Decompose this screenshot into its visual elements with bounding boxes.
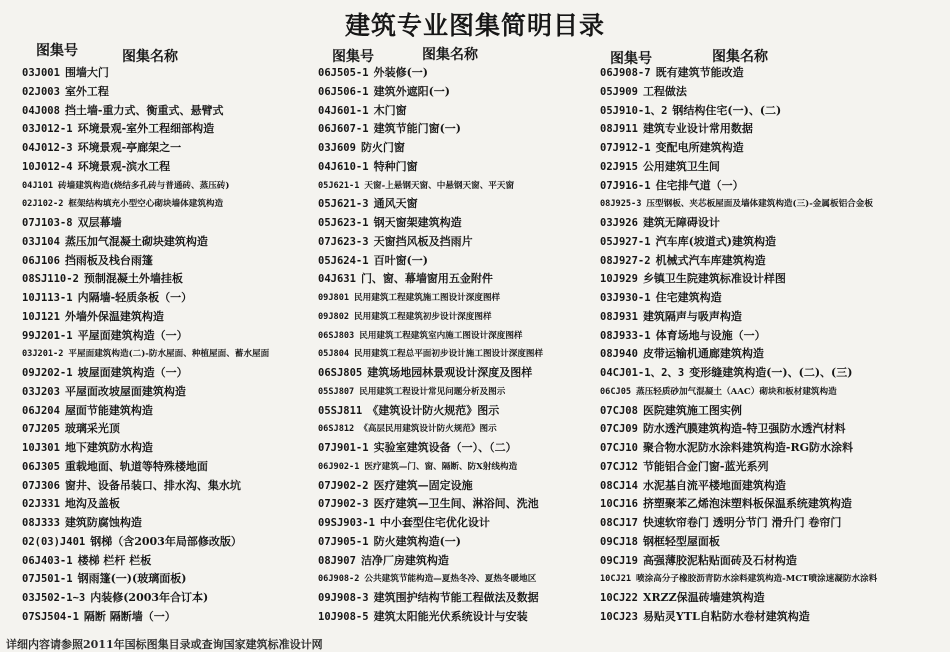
catalog-row <box>22 533 312 552</box>
atlas-code: 08CJ14 <box>600 479 638 492</box>
catalog-row <box>318 308 594 327</box>
atlas-code: 10J908-5 <box>318 610 369 623</box>
catalog-row <box>318 158 594 177</box>
atlas-name: XRZZ保温砖墙建筑构造 <box>642 591 765 604</box>
catalog-row <box>318 64 594 83</box>
atlas-code: 10J301 <box>22 442 60 454</box>
atlas-code: 09CJ18 <box>600 535 638 548</box>
header-name-label: 图集名称 <box>122 49 178 65</box>
catalog-row <box>22 327 312 346</box>
catalog-row <box>318 83 594 102</box>
catalog-row <box>600 570 940 589</box>
catalog-row <box>318 177 594 196</box>
catalog-row <box>22 308 312 327</box>
atlas-name: 变形缝建筑构造(一)、(二)、(三) <box>689 366 853 379</box>
catalog-row <box>318 383 594 402</box>
atlas-name: 体育场地与设施（一） <box>655 328 766 342</box>
atlas-code: 06SJ812 <box>318 424 355 435</box>
atlas-name: 建筑场地园林景观设计深度及图样 <box>367 366 533 379</box>
atlas-code: 08J940 <box>600 348 638 361</box>
header-code-label: 图集号 <box>332 49 374 65</box>
atlas-code: 03J203 <box>22 385 60 398</box>
catalog-list <box>22 64 312 627</box>
atlas-code: 04J101 <box>22 180 54 191</box>
atlas-name: 汽车库(坡道式)建筑构造 <box>655 234 776 248</box>
atlas-name: 天窗-上悬钢天窗、中悬钢天窗、平天窗 <box>364 180 515 191</box>
atlas-code: 05J621-1 <box>318 180 360 191</box>
atlas-code: 10CJ22 <box>600 592 638 604</box>
catalog-row <box>600 139 940 158</box>
atlas-code: 03J930-1 <box>600 292 651 304</box>
atlas-code: 10J929 <box>600 273 638 286</box>
catalog-row <box>22 233 312 252</box>
atlas-code: 07CJ09 <box>600 423 638 436</box>
catalog-row <box>22 270 312 289</box>
header-name-label: 图集名称 <box>712 49 768 65</box>
header-code-label: 图集号 <box>36 43 78 59</box>
catalog-row <box>318 402 594 421</box>
catalog-row <box>600 383 940 402</box>
atlas-name: 围墙大门 <box>64 66 109 79</box>
atlas-code: 06J607-1 <box>318 123 369 136</box>
atlas-name: 平屋面建筑构造(二)-防水屋面、种植屋面、蓄水屋面 <box>68 349 270 360</box>
atlas-code: 04J610-1 <box>318 160 369 173</box>
atlas-name: 平屋面改坡屋面建筑构造 <box>64 384 186 398</box>
catalog-row <box>600 345 940 364</box>
atlas-name: 民用建筑工程总平面初步设计施工图设计深度图样 <box>354 349 544 360</box>
atlas-code: 08J925-3 <box>600 199 642 210</box>
atlas-name: 洁净厂房建筑构造 <box>360 553 449 567</box>
atlas-code: 07J205 <box>22 423 60 436</box>
atlas-code: 10CJ16 <box>600 498 638 511</box>
atlas-name: 环境景观-室外工程细部构造 <box>77 122 215 136</box>
atlas-code: 03J012-1 <box>22 123 73 136</box>
catalog-row <box>600 195 940 214</box>
atlas-name: 防火建筑构造(一) <box>373 534 461 548</box>
atlas-name: 医疗建筑—卫生间、淋浴间、洗池 <box>373 497 539 511</box>
atlas-name: 蒸压轻质砂加气混凝土（AAC）砌块和板材建筑构造 <box>636 386 837 397</box>
catalog-row <box>22 477 312 496</box>
catalog-row <box>22 458 312 477</box>
catalog-row <box>318 477 594 496</box>
atlas-name: 水泥基自流平楼地面建筑构造 <box>642 478 786 492</box>
catalog-row <box>600 158 940 177</box>
catalog-row <box>600 514 940 533</box>
atlas-code: 07J902-2 <box>318 479 369 492</box>
atlas-name: 玻璃采光顶 <box>64 422 120 436</box>
header-name-label: 图集名称 <box>422 47 478 63</box>
catalog-row <box>600 608 940 627</box>
atlas-code: 03J609 <box>318 142 356 154</box>
atlas-code: 08J927-2 <box>600 254 651 267</box>
atlas-code: 02J331 <box>22 498 60 511</box>
catalog-row <box>600 477 940 496</box>
catalog-row <box>22 345 312 364</box>
atlas-name: 建筑无障碍设计 <box>642 216 720 229</box>
catalog-row <box>318 514 594 533</box>
catalog-row <box>22 495 312 514</box>
atlas-code: 03J502-1~3 <box>22 592 86 604</box>
atlas-name: 建筑隔声与吸声构造 <box>642 309 742 323</box>
atlas-code: 09J202-1 <box>22 367 73 379</box>
atlas-name: 住宅排气道（一） <box>655 178 744 192</box>
atlas-code: 05J624-1 <box>318 254 369 267</box>
atlas-code: 08J933-1 <box>600 329 651 342</box>
atlas-name: 《建筑设计防火规范》图示 <box>367 403 500 417</box>
atlas-name: 高强薄胶泥粘贴面砖及石材构造 <box>642 553 797 567</box>
atlas-name: 钢天窗架建筑构造 <box>373 216 462 229</box>
atlas-name: 门、窗、幕墙窗用五金附件 <box>360 272 493 286</box>
footnote: 详细内容请参照2011年国标图集目录或查询国家建筑标准设计网 <box>6 638 323 651</box>
atlas-name: 建筑专业设计常用数据 <box>642 122 753 136</box>
atlas-code: 02J003 <box>22 85 60 98</box>
atlas-code: 06J908-2 <box>318 574 360 585</box>
catalog-row <box>600 533 940 552</box>
atlas-code: 07J623-3 <box>318 235 369 248</box>
atlas-code: 07J905-1 <box>318 535 369 548</box>
atlas-name: 聚合物水泥防水涂料建筑构造-RG防水涂料 <box>642 441 854 454</box>
catalog-row <box>600 214 940 233</box>
atlas-code: 05J804 <box>318 349 350 360</box>
atlas-name: 公用建筑卫生间 <box>642 159 720 173</box>
atlas-code: 06J305 <box>22 460 60 473</box>
catalog-row <box>22 158 312 177</box>
atlas-code: 06J506-1 <box>318 85 369 98</box>
catalog-row <box>600 177 940 196</box>
atlas-code: 10J113-1 <box>22 292 73 304</box>
atlas-code: 05SJ811 <box>318 404 363 417</box>
atlas-code: 10CJ21 <box>600 574 632 585</box>
catalog-column-1 <box>22 42 312 627</box>
catalog-row <box>318 252 594 271</box>
atlas-code: 04J012-3 <box>22 142 73 154</box>
catalog-row <box>318 420 594 439</box>
atlas-name: 外墙外保温建筑构造 <box>64 309 164 323</box>
atlas-code: 02J915 <box>600 160 638 173</box>
catalog-row <box>318 214 594 233</box>
catalog-row <box>318 139 594 158</box>
atlas-name: 钢框轻型屋面板 <box>642 534 720 548</box>
catalog-row <box>600 120 940 139</box>
catalog-row <box>600 589 940 608</box>
catalog-row <box>22 83 312 102</box>
atlas-name: 框架结构填充小型空心砌块墙体建筑构造 <box>68 199 224 210</box>
catalog-row <box>318 270 594 289</box>
atlas-code: 07SJ504-1 <box>22 610 79 623</box>
atlas-code: 08J931 <box>600 310 638 323</box>
atlas-code: 09CJ19 <box>600 554 638 567</box>
catalog-row <box>22 383 312 402</box>
atlas-code: 10J012-4 <box>22 160 73 173</box>
catalog-list <box>600 64 940 627</box>
atlas-code: 05J910-1、2 <box>600 104 668 117</box>
atlas-code: 03J201-2 <box>22 349 64 360</box>
catalog-row <box>600 252 940 271</box>
atlas-name: 变配电所建筑构造 <box>655 141 744 154</box>
catalog-list <box>318 64 594 627</box>
atlas-name: 内装修(2003年合订本) <box>90 591 209 604</box>
atlas-name: 钢雨篷(一)(玻璃面板) <box>77 572 187 586</box>
atlas-name: 中小套型住宅优化设计 <box>379 516 490 529</box>
catalog-row <box>22 120 312 139</box>
catalog-row <box>22 439 312 458</box>
atlas-code: 08SJ110-2 <box>22 273 79 286</box>
atlas-code: 06J403-1 <box>22 554 73 567</box>
atlas-name: 住宅建筑构造 <box>655 291 722 304</box>
atlas-name: 节能铝合金门窗-蓝光系列 <box>642 459 769 473</box>
atlas-name: 坡屋面建筑构造（一） <box>77 366 188 379</box>
catalog-row <box>22 608 312 627</box>
column-header <box>22 42 312 64</box>
atlas-code: 02J102-2 <box>22 199 64 210</box>
atlas-name: 建筑太阳能光伏系统设计与安装 <box>373 609 528 623</box>
atlas-name: 地下建筑防水构造 <box>64 441 153 454</box>
atlas-code: 06J902-1 <box>318 461 360 472</box>
catalog-column-2 <box>318 42 594 627</box>
atlas-name: 特种门窗 <box>373 159 418 173</box>
catalog-row <box>22 289 312 308</box>
catalog-row <box>318 289 594 308</box>
catalog-row <box>22 364 312 383</box>
atlas-code: 04CJ01-1、2、3 <box>600 367 685 379</box>
catalog-row <box>600 458 940 477</box>
atlas-name: 外装修(一) <box>373 66 428 79</box>
atlas-code: 03J104 <box>22 235 60 248</box>
atlas-code: 05J621-3 <box>318 198 369 211</box>
catalog-row <box>22 589 312 608</box>
atlas-name: 钢结构住宅(一)、(二) <box>672 103 782 117</box>
atlas-name: 地沟及盖板 <box>64 497 120 511</box>
atlas-code: 03J001 <box>22 67 60 79</box>
atlas-name: 通风天窗 <box>373 197 418 211</box>
atlas-name: 屋面节能建筑构造 <box>64 403 153 417</box>
atlas-name: 民用建筑工程设计常见问题分析及图示 <box>359 386 506 397</box>
atlas-name: 《高层民用建筑设计防火规范》图示 <box>359 424 497 435</box>
catalog-row <box>600 420 940 439</box>
catalog-row <box>318 458 594 477</box>
atlas-code: 07CJ10 <box>600 442 638 454</box>
atlas-name: 挡土墙-重力式、衡重式、悬臂式 <box>64 103 224 117</box>
catalog-row <box>22 139 312 158</box>
atlas-code: 06J204 <box>22 404 60 417</box>
atlas-name: 喷涂高分子橡胶沥青防水涂料建筑构造-MCT喷涂速凝防水涂料 <box>636 574 878 585</box>
atlas-code: 07CJ08 <box>600 404 638 417</box>
atlas-name: 易贴灵YTL自粘防水卷材建筑构造 <box>642 609 810 623</box>
catalog-row <box>22 252 312 271</box>
atlas-name: 木门窗 <box>373 103 407 117</box>
atlas-code: 07J103-8 <box>22 217 73 229</box>
catalog-row <box>600 83 940 102</box>
catalog-column-3 <box>600 42 940 627</box>
atlas-name: 窗井、设备吊装口、排水沟、集水坑 <box>64 478 241 492</box>
atlas-name: 建筑外遮阳(一) <box>373 84 450 98</box>
atlas-code: 06SJ805 <box>318 367 363 379</box>
atlas-name: 工程做法 <box>642 84 687 98</box>
atlas-name: 公共建筑节能构造—夏热冬冷、夏热冬暖地区 <box>364 574 537 585</box>
atlas-code: 10J121 <box>22 310 60 323</box>
atlas-name: 建筑围护结构节能工程做法及数据 <box>373 591 539 604</box>
atlas-code: 05J623-1 <box>318 217 369 229</box>
catalog-row <box>22 195 312 214</box>
atlas-code: 03J926 <box>600 217 638 229</box>
atlas-name: 室外工程 <box>64 84 109 98</box>
column-header <box>600 42 940 67</box>
catalog-row <box>600 102 940 121</box>
catalog-row <box>318 608 594 627</box>
catalog-row <box>600 289 940 308</box>
catalog-row <box>318 102 594 121</box>
atlas-code: 06J106 <box>22 254 60 267</box>
catalog-row <box>600 495 940 514</box>
atlas-name: 挤塑聚苯乙烯泡沫塑料板保温系统建筑构造 <box>642 497 852 511</box>
atlas-name: 医疗建筑—门、窗、隔断、防X射线构造 <box>364 461 518 472</box>
catalog-row <box>318 327 594 346</box>
catalog-row <box>600 308 940 327</box>
catalog-row <box>22 64 312 83</box>
atlas-name: 压型钢板、夹芯板屋面及墙体建筑构造(三)-金属板铝合金板 <box>646 199 873 210</box>
atlas-code: 04J631 <box>318 273 356 286</box>
catalog-row <box>22 402 312 421</box>
column-header <box>318 42 594 64</box>
atlas-name: 钢梯（含2003年局部修改版） <box>90 534 242 548</box>
atlas-code: 02(03)J401 <box>22 535 86 548</box>
atlas-code: 04J008 <box>22 104 60 117</box>
atlas-name: 皮带运输机通廊建筑构造 <box>642 347 764 361</box>
atlas-code: 09SJ903-1 <box>318 517 375 529</box>
atlas-name: 天窗挡风板及挡雨片 <box>373 234 473 248</box>
catalog-row <box>318 195 594 214</box>
atlas-code: 08J911 <box>600 123 638 136</box>
atlas-name: 蒸压加气混凝土砌块建筑构造 <box>64 234 208 248</box>
catalog-row <box>600 233 940 252</box>
catalog-row <box>22 552 312 571</box>
atlas-name: 医院建筑施工图实例 <box>642 403 742 417</box>
atlas-code: 07J902-3 <box>318 498 369 511</box>
catalog-row <box>600 439 940 458</box>
atlas-code: 06CJ05 <box>600 386 632 397</box>
catalog-row <box>600 327 940 346</box>
catalog-row <box>600 364 940 383</box>
atlas-name: 预制混凝土外墙挂板 <box>83 272 183 286</box>
atlas-name: 既有建筑节能改造 <box>655 66 744 79</box>
catalog-row <box>22 102 312 121</box>
atlas-code: 08J333 <box>22 517 60 529</box>
atlas-code: 10CJ23 <box>600 610 638 623</box>
atlas-code: 07CJ12 <box>600 460 638 473</box>
catalog-row <box>318 495 594 514</box>
atlas-code: 07J901-1 <box>318 442 369 454</box>
catalog-row <box>318 439 594 458</box>
catalog-row <box>318 120 594 139</box>
catalog-row <box>22 177 312 196</box>
atlas-code: 05J927-1 <box>600 235 651 248</box>
atlas-code: 99J201-1 <box>22 329 73 342</box>
atlas-code: 09J908-3 <box>318 592 369 604</box>
atlas-code: 05J909 <box>600 85 638 98</box>
atlas-code: 06SJ803 <box>318 330 355 341</box>
atlas-code: 08J907 <box>318 554 356 567</box>
atlas-name: 机械式汽车库建筑构造 <box>655 253 766 267</box>
catalog-row <box>318 589 594 608</box>
atlas-code: 09J801 <box>318 293 350 303</box>
catalog-row <box>318 533 594 552</box>
atlas-name: 医疗建筑—固定设施 <box>373 478 473 492</box>
atlas-name: 防火门窗 <box>360 141 405 154</box>
atlas-name: 建筑防腐蚀构造 <box>64 516 142 529</box>
header-code-label: 图集号 <box>610 51 652 67</box>
atlas-name: 快速软帘卷门 透明分节门 滑升门 卷帘门 <box>642 516 842 529</box>
atlas-code: 05SJ807 <box>318 386 355 397</box>
atlas-name: 重载地面、轨道等特殊楼地面 <box>64 459 208 473</box>
atlas-name: 民用建筑工程建筑施工图设计深度图样 <box>354 293 501 303</box>
atlas-name: 实验室建筑设备（一）、（二） <box>373 441 517 454</box>
atlas-name: 防水透汽膜建筑构造-特卫强防水透汽材料 <box>642 422 846 436</box>
catalog-row <box>318 364 594 383</box>
atlas-name: 平屋面建筑构造（一） <box>77 328 188 342</box>
atlas-code: 07J912-1 <box>600 142 651 154</box>
atlas-name: 民用建筑工程建筑室内施工图设计深度图样 <box>359 330 523 341</box>
catalog-row <box>22 570 312 589</box>
atlas-name: 楼梯 栏杆 栏板 <box>77 553 152 567</box>
atlas-code: 09J802 <box>318 311 350 322</box>
atlas-code: 07J916-1 <box>600 179 651 192</box>
atlas-name: 内隔墙-轻质条板（一） <box>77 291 193 304</box>
atlas-name: 砖墙建筑构造(烧结多孔砖与普通砖、蒸压砖) <box>58 180 230 191</box>
catalog-row <box>318 233 594 252</box>
atlas-name: 环境景观-亭廊架之一 <box>77 141 182 154</box>
catalog-row <box>600 402 940 421</box>
catalog-row <box>600 552 940 571</box>
atlas-code: 06J908-7 <box>600 67 651 79</box>
catalog-row <box>318 570 594 589</box>
catalog-row <box>318 552 594 571</box>
atlas-name: 百叶窗(一) <box>373 253 428 267</box>
catalog-row <box>22 214 312 233</box>
atlas-name: 环境景观-滨水工程 <box>77 159 171 173</box>
catalog-row <box>22 514 312 533</box>
atlas-name: 乡镇卫生院建筑标准设计样图 <box>642 272 786 286</box>
atlas-code: 08CJ17 <box>600 517 638 529</box>
atlas-name: 挡雨板及栈台雨篷 <box>64 253 153 267</box>
atlas-name: 建筑节能门窗(一) <box>373 122 461 136</box>
catalog-row <box>318 345 594 364</box>
atlas-name: 隔断 隔断墙（一） <box>83 609 176 623</box>
catalog-row <box>600 270 940 289</box>
page-title: 建筑专业图集简明目录 <box>344 11 605 40</box>
catalog-row <box>22 420 312 439</box>
atlas-code: 07J501-1 <box>22 573 73 586</box>
atlas-code: 06J505-1 <box>318 67 369 79</box>
atlas-code: 07J306 <box>22 479 60 492</box>
atlas-name: 民用建筑工程建筑初步设计深度图样 <box>354 311 492 322</box>
atlas-code: 04J601-1 <box>318 104 369 117</box>
atlas-name: 双层幕墙 <box>77 216 122 229</box>
